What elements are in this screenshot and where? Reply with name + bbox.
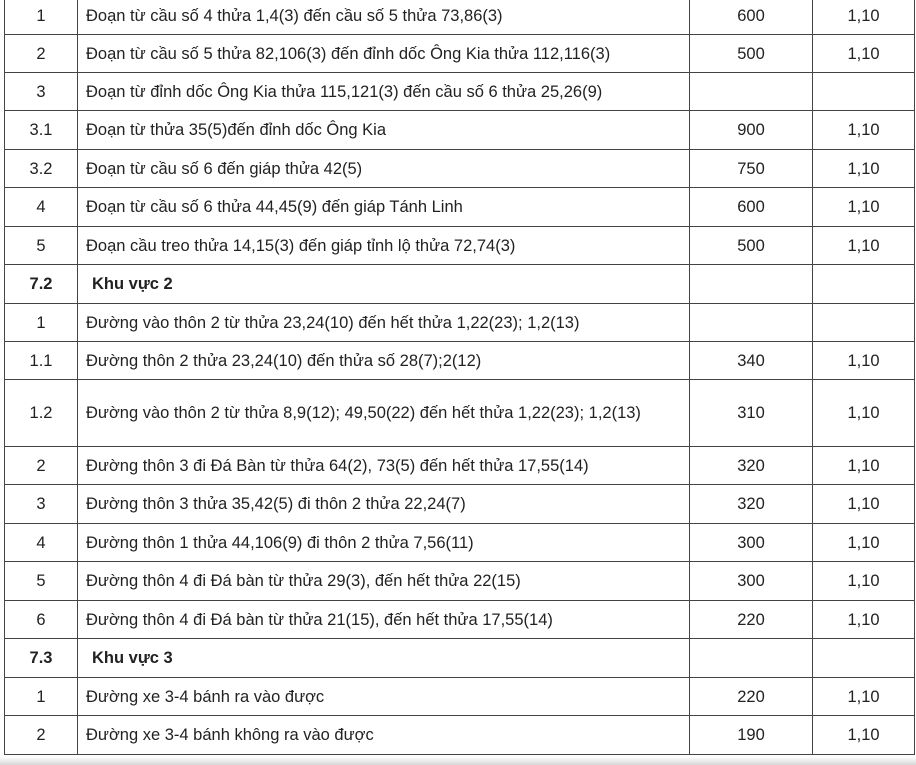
- row-number-cell: 7.3: [5, 639, 78, 678]
- price-cell: 300: [690, 562, 813, 601]
- table-row: [5, 380, 915, 447]
- row-number-cell: 4: [5, 188, 78, 227]
- table-row: [5, 447, 915, 485]
- table-row: [5, 150, 915, 188]
- coefficient-cell: 1,10: [813, 342, 915, 380]
- price-cell: 320: [690, 485, 813, 524]
- row-number-cell: 4: [5, 524, 78, 562]
- table-row: [5, 227, 915, 265]
- row-number-cell: 5: [5, 562, 78, 601]
- coefficient-cell: [813, 304, 915, 342]
- row-number-cell: 1.1: [5, 342, 78, 380]
- price-cell: 220: [690, 678, 813, 716]
- row-number-cell: 1: [5, 0, 78, 35]
- table-row: [5, 73, 915, 111]
- description-cell: Đường xe 3-4 bánh không ra vào được: [78, 716, 690, 755]
- coefficient-cell: 1,10: [813, 150, 915, 188]
- description-cell: Đoạn từ cầu số 6 thửa 44,45(9) đến giáp Tánh Linh: [78, 188, 690, 227]
- description-cell: Đoạn từ đỉnh dốc Ông Kia thửa 115,121(3) đến cầu số 6 thửa 25,26(9): [78, 73, 690, 111]
- coefficient-cell: 1,10: [813, 485, 915, 524]
- description-cell: Đường thôn 2 thửa 23,24(10) đến thửa số 28(7);2(12): [78, 342, 690, 380]
- land-price-table: [4, 0, 915, 755]
- table-row: [5, 716, 915, 755]
- coefficient-cell: 1,10: [813, 111, 915, 150]
- price-cell: 900: [690, 111, 813, 150]
- row-number-cell: 7.2: [5, 265, 78, 304]
- table-row: [5, 678, 915, 716]
- coefficient-cell: 1,10: [813, 188, 915, 227]
- row-number-cell: 2: [5, 447, 78, 485]
- table-row: [5, 304, 915, 342]
- description-cell: Đoạn từ cầu số 5 thửa 82,106(3) đến đỉnh dốc Ông Kia thửa 112,116(3): [78, 35, 690, 73]
- price-cell: [690, 639, 813, 678]
- coefficient-cell: [813, 265, 915, 304]
- table-row: [5, 601, 915, 639]
- coefficient-cell: [813, 639, 915, 678]
- coefficient-cell: 1,10: [813, 601, 915, 639]
- description-cell: Đoạn từ cầu số 4 thửa 1,4(3) đến cầu số 5 thửa 73,86(3): [78, 0, 690, 35]
- row-number-cell: 1: [5, 304, 78, 342]
- price-cell: 300: [690, 524, 813, 562]
- price-cell: [690, 265, 813, 304]
- row-number-cell: 3: [5, 485, 78, 524]
- description-cell: Đoạn cầu treo thửa 14,15(3) đến giáp tỉnh lộ thửa 72,74(3): [78, 227, 690, 265]
- description-cell: Đường thôn 4 đi Đá bàn từ thửa 29(3), đến hết thửa 22(15): [78, 562, 690, 601]
- coefficient-cell: 1,10: [813, 0, 915, 35]
- section-row: [5, 639, 915, 678]
- table-row: [5, 188, 915, 227]
- coefficient-cell: [813, 73, 915, 111]
- price-cell: [690, 304, 813, 342]
- table-row: [5, 35, 915, 73]
- description-cell: Đoạn từ thửa 35(5)đến đỉnh dốc Ông Kia: [78, 111, 690, 150]
- price-cell: 600: [690, 0, 813, 35]
- row-number-cell: 6: [5, 601, 78, 639]
- price-cell: 600: [690, 188, 813, 227]
- coefficient-cell: 1,10: [813, 447, 915, 485]
- coefficient-cell: 1,10: [813, 562, 915, 601]
- price-cell: 320: [690, 447, 813, 485]
- table-body: [5, 0, 915, 755]
- price-cell: 340: [690, 342, 813, 380]
- table-row: [5, 524, 915, 562]
- table-row: [5, 485, 915, 524]
- table-row: [5, 562, 915, 601]
- description-cell: Đường vào thôn 2 từ thửa 8,9(12); 49,50(22) đến hết thửa 1,22(23); 1,2(13): [78, 380, 690, 447]
- bottom-fade: [0, 757, 916, 765]
- row-number-cell: 1: [5, 678, 78, 716]
- row-number-cell: 3.2: [5, 150, 78, 188]
- price-cell: 500: [690, 227, 813, 265]
- description-cell: Đường vào thôn 2 từ thửa 23,24(10) đến hết thửa 1,22(23); 1,2(13): [78, 304, 690, 342]
- price-cell: [690, 73, 813, 111]
- description-cell: Đường thôn 3 thửa 35,42(5) đi thôn 2 thửa 22,24(7): [78, 485, 690, 524]
- coefficient-cell: 1,10: [813, 227, 915, 265]
- description-cell: Khu vực 2: [78, 265, 690, 304]
- description-cell: Khu vực 3: [78, 639, 690, 678]
- price-cell: 310: [690, 380, 813, 447]
- table-row: [5, 111, 915, 150]
- row-number-cell: 3: [5, 73, 78, 111]
- coefficient-cell: 1,10: [813, 678, 915, 716]
- row-number-cell: 2: [5, 35, 78, 73]
- row-number-cell: 3.1: [5, 111, 78, 150]
- row-number-cell: 2: [5, 716, 78, 755]
- table-row: [5, 342, 915, 380]
- description-cell: Đường thôn 4 đi Đá bàn từ thửa 21(15), đến hết thửa 17,55(14): [78, 601, 690, 639]
- price-cell: 750: [690, 150, 813, 188]
- row-number-cell: 5: [5, 227, 78, 265]
- coefficient-cell: 1,10: [813, 716, 915, 755]
- price-cell: 500: [690, 35, 813, 73]
- price-cell: 190: [690, 716, 813, 755]
- coefficient-cell: 1,10: [813, 35, 915, 73]
- description-cell: Đường thôn 1 thửa 44,106(9) đi thôn 2 thửa 7,56(11): [78, 524, 690, 562]
- coefficient-cell: 1,10: [813, 380, 915, 447]
- table-row: [5, 0, 915, 35]
- coefficient-cell: 1,10: [813, 524, 915, 562]
- description-cell: Đường xe 3-4 bánh ra vào được: [78, 678, 690, 716]
- price-cell: 220: [690, 601, 813, 639]
- description-cell: Đường thôn 3 đi Đá Bàn từ thửa 64(2), 73(5) đến hết thửa 17,55(14): [78, 447, 690, 485]
- section-row: [5, 265, 915, 304]
- row-number-cell: 1.2: [5, 380, 78, 447]
- description-cell: Đoạn từ cầu số 6 đến giáp thửa 42(5): [78, 150, 690, 188]
